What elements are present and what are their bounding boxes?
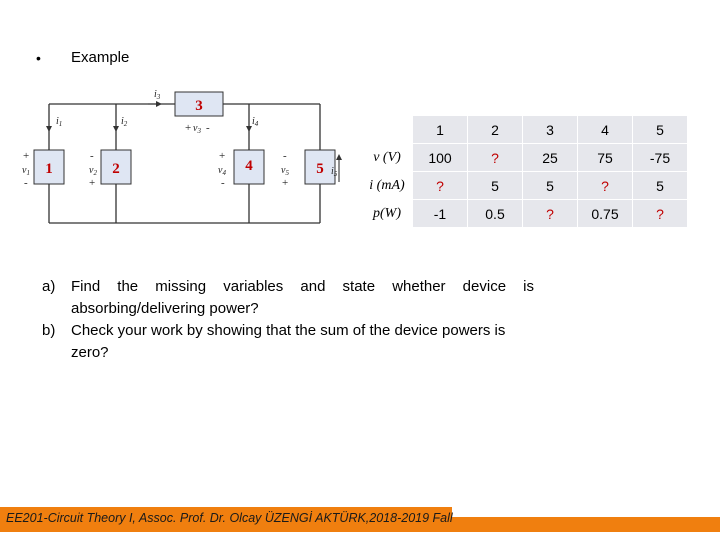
question-b: [42, 320, 534, 364]
svg-text:-: -: [206, 122, 210, 134]
footer-text: EE201-Circuit Theory I, Assoc. Prof. Dr. Olcay ÜZENGİ AKTÜRK,2018-2019 Fall: [6, 511, 453, 525]
row-label-power: p(W): [362, 200, 413, 228]
table-cell-unknown: ?: [578, 172, 633, 200]
table-cell-unknown: ?: [413, 172, 468, 200]
device-values-table: [362, 116, 687, 228]
table-cell: -75: [633, 144, 688, 172]
svg-text:+: +: [219, 150, 226, 162]
svg-text:-: -: [90, 150, 94, 162]
voltage-v5-label: $v_5$: [281, 165, 289, 177]
footer-accent-strip: [452, 517, 720, 532]
device-4-label: 4: [245, 158, 253, 174]
voltage-v1-label: $v_1$: [22, 165, 30, 177]
slide-heading: Example: [71, 49, 130, 66]
table-cell-unknown: ?: [468, 144, 523, 172]
question-a-text: Find the missing variables and state whether device is absorbing/delivering power?: [71, 278, 534, 317]
table-header-cell: 3: [523, 116, 578, 144]
table-cell: 0.75: [578, 200, 633, 228]
table-header-cell: 5: [633, 116, 688, 144]
bullet: •: [36, 50, 41, 66]
device-4-box: [234, 150, 264, 184]
table-header-cell: 4: [578, 116, 633, 144]
table-row-voltage: [362, 144, 687, 172]
table-corner-cell: [362, 116, 413, 144]
question-list: [42, 276, 534, 364]
question-b-text: Check your work by showing that the sum of the device powers is zero?: [71, 322, 506, 361]
device-3-box: [175, 92, 223, 116]
table-cell: 5: [633, 172, 688, 200]
table-cell: -1: [413, 200, 468, 228]
svg-text:+: +: [23, 150, 30, 162]
question-b-label: b): [42, 322, 56, 339]
circuit-diagram: [20, 86, 355, 236]
device-3-label: 3: [195, 98, 203, 114]
device-1-label: 1: [45, 161, 53, 177]
device-2-box: [101, 150, 131, 184]
voltage-v4-label: $v_4$: [218, 165, 226, 177]
svg-text:+: +: [89, 177, 96, 189]
table-cell: 25: [523, 144, 578, 172]
row-label-voltage: v (V): [362, 144, 413, 172]
device-2-label: 2: [112, 161, 120, 177]
svg-text:+: +: [185, 122, 192, 134]
table-header-cell: 1: [413, 116, 468, 144]
table-cell-unknown: ?: [523, 200, 578, 228]
table-cell: 0.5: [468, 200, 523, 228]
table-cell-unknown: ?: [633, 200, 688, 228]
table-row-current: [362, 172, 687, 200]
question-a: [42, 276, 534, 320]
svg-text:-: -: [221, 177, 225, 189]
row-label-current: i (mA): [362, 172, 413, 200]
table-header-row: [362, 116, 687, 144]
svg-text:-: -: [283, 150, 287, 162]
current-i4-label: $i_4$: [252, 116, 259, 128]
table-cell: 100: [413, 144, 468, 172]
svg-text:-: -: [24, 177, 28, 189]
table-cell: 75: [578, 144, 633, 172]
footer-bar: [0, 507, 720, 532]
voltage-v3-label: $v_3$: [193, 123, 201, 135]
svg-text:+: +: [282, 177, 289, 189]
table-header-cell: 2: [468, 116, 523, 144]
device-5-label: 5: [316, 161, 324, 177]
current-i2-label: $i_2$: [121, 116, 128, 128]
voltage-v2-label: $v_2$: [89, 165, 97, 177]
device-1-box: [34, 150, 64, 184]
table-cell: 5: [523, 172, 578, 200]
current-i5-label: $i_5$: [331, 166, 338, 178]
table-row-power: [362, 200, 687, 228]
current-i3-label: $i_3$: [154, 89, 161, 101]
question-a-label: a): [42, 278, 56, 295]
table-cell: 5: [468, 172, 523, 200]
current-i1-label: $i_1$: [56, 116, 63, 128]
